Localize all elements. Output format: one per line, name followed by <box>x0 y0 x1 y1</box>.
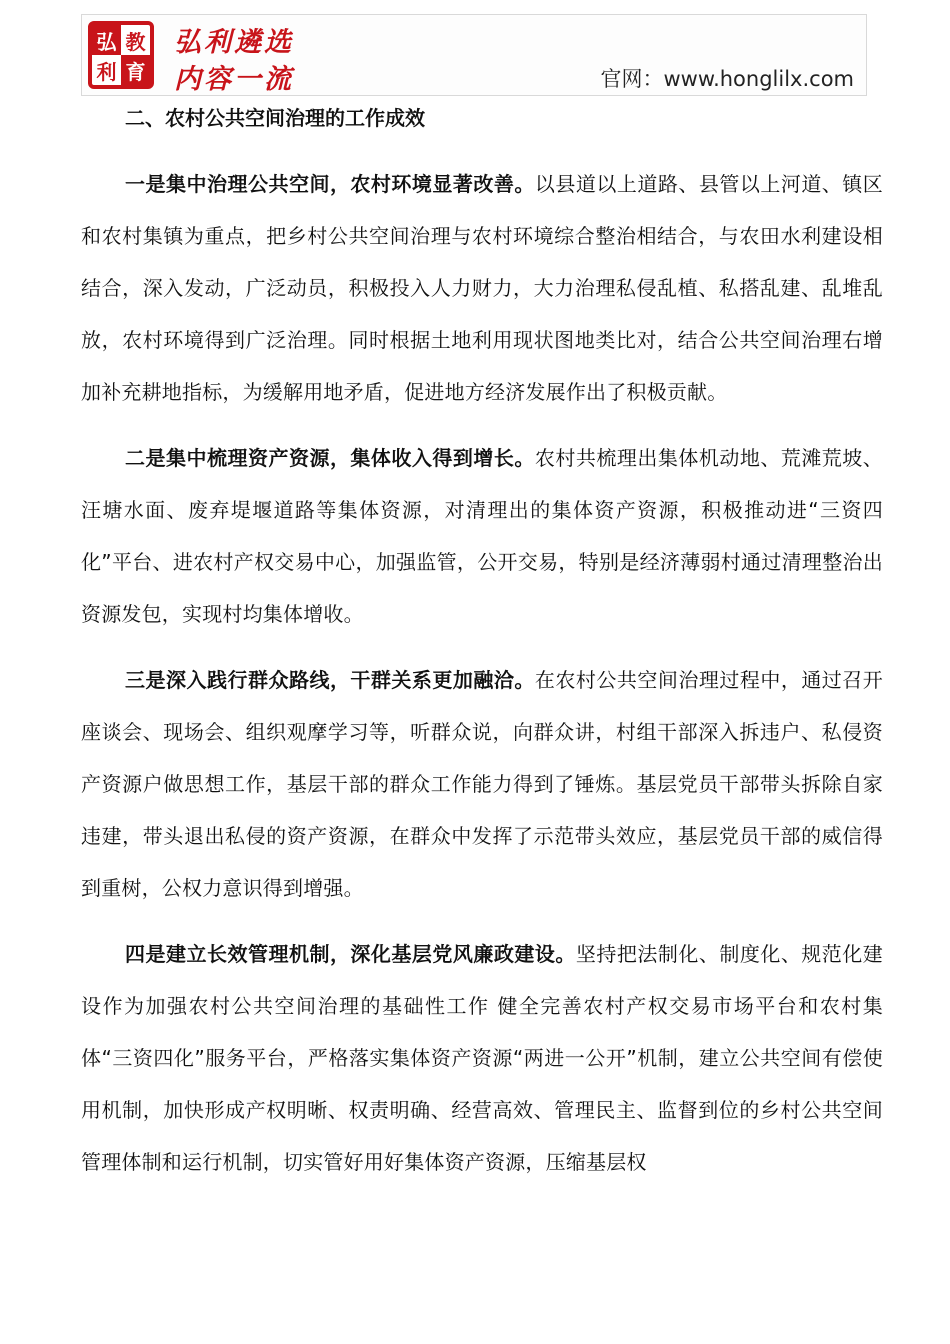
logo-char: 育 <box>121 55 150 85</box>
slogan-line-1: 弘利遴选 <box>174 27 294 58</box>
document-body <box>81 100 883 1188</box>
logo-char: 弘 <box>92 25 121 55</box>
slogan-line-2: 内容一流 <box>174 64 294 95</box>
paragraph-2 <box>81 432 883 640</box>
logo-seal <box>88 21 154 89</box>
paragraph-text: 以县道以上道路、县管以上河道、镇区和农村集镇为重点，把乡村公共空间治理与农村环境综合整治相结合，与农田水利建设相结合，深入发动，广泛动员，积极投入人力财力，大力治理私侵乱植、私搭乱建、乱堆乱放，农村环境得到广泛治理。同时根据土地利用现状图地类比对，结合公共空间治理右增加补充耕地指标，为缓解用地矛盾，促进地方经济发展作出了积极贡献。 <box>81 172 883 404</box>
paragraph-text: 坚持把法制化、制度化、规范化建设作为加强农村公共空间治理的基础性工作 健全完善农村产权交易市场平台和农村集体“三资四化”服务平台，严格落实集体资产资源“两进一公开”机制，建立公共空间有偿使用机制，加快形成产权明晰、权责明确、经营高效、管理民主、监督到位的乡村公共空间管理体制和运行机制，切实管好用好集体资产资源，压缩基层权 <box>81 942 883 1174</box>
paragraph-text: 在农村公共空间治理过程中，通过召开座谈会、现场会、组织观摩学习等，听群众说，向群众讲，村组干部深入拆违户、私侵资产资源户做思想工作，基层干部的群众工作能力得到了锤炼。基层党员干部带头拆除自家违建，带头退出私侵的资产资源，在群众中发挥了示范带头效应，基层党员干部的威信得到重树，公权力意识得到增强。 <box>81 668 883 900</box>
paragraph-3 <box>81 654 883 914</box>
paragraph-text: 农村共梳理出集体机动地、荒滩荒坡、汪塘水面、废弃堤堰道路等集体资源，对清理出的集体资产资源，积极推动进“三资四化”平台、进农村产权交易中心，加强监管，公开交易，特别是经济薄弱村通过清理整治出资源发包，实现村均集体增收。 <box>81 446 883 626</box>
paragraph-lead: 三是深入践行群众路线，干群关系更加融洽。 <box>125 668 535 692</box>
website-label: 官网：www.honglilx.com <box>600 67 854 91</box>
paragraph-4 <box>81 928 883 1188</box>
paragraph-1 <box>81 158 883 418</box>
paragraph-lead: 四是建立长效管理机制，深化基层党风廉政建设。 <box>125 942 576 966</box>
page-header <box>81 14 867 96</box>
paragraph-lead: 二是集中梳理资产资源，集体收入得到增长。 <box>125 446 535 470</box>
paragraph-lead: 一是集中治理公共空间，农村环境显著改善。 <box>125 172 535 196</box>
section-title: 二、农村公共空间治理的工作成效 <box>125 106 425 130</box>
logo-char: 教 <box>125 29 146 54</box>
logo-char: 利 <box>96 59 117 84</box>
